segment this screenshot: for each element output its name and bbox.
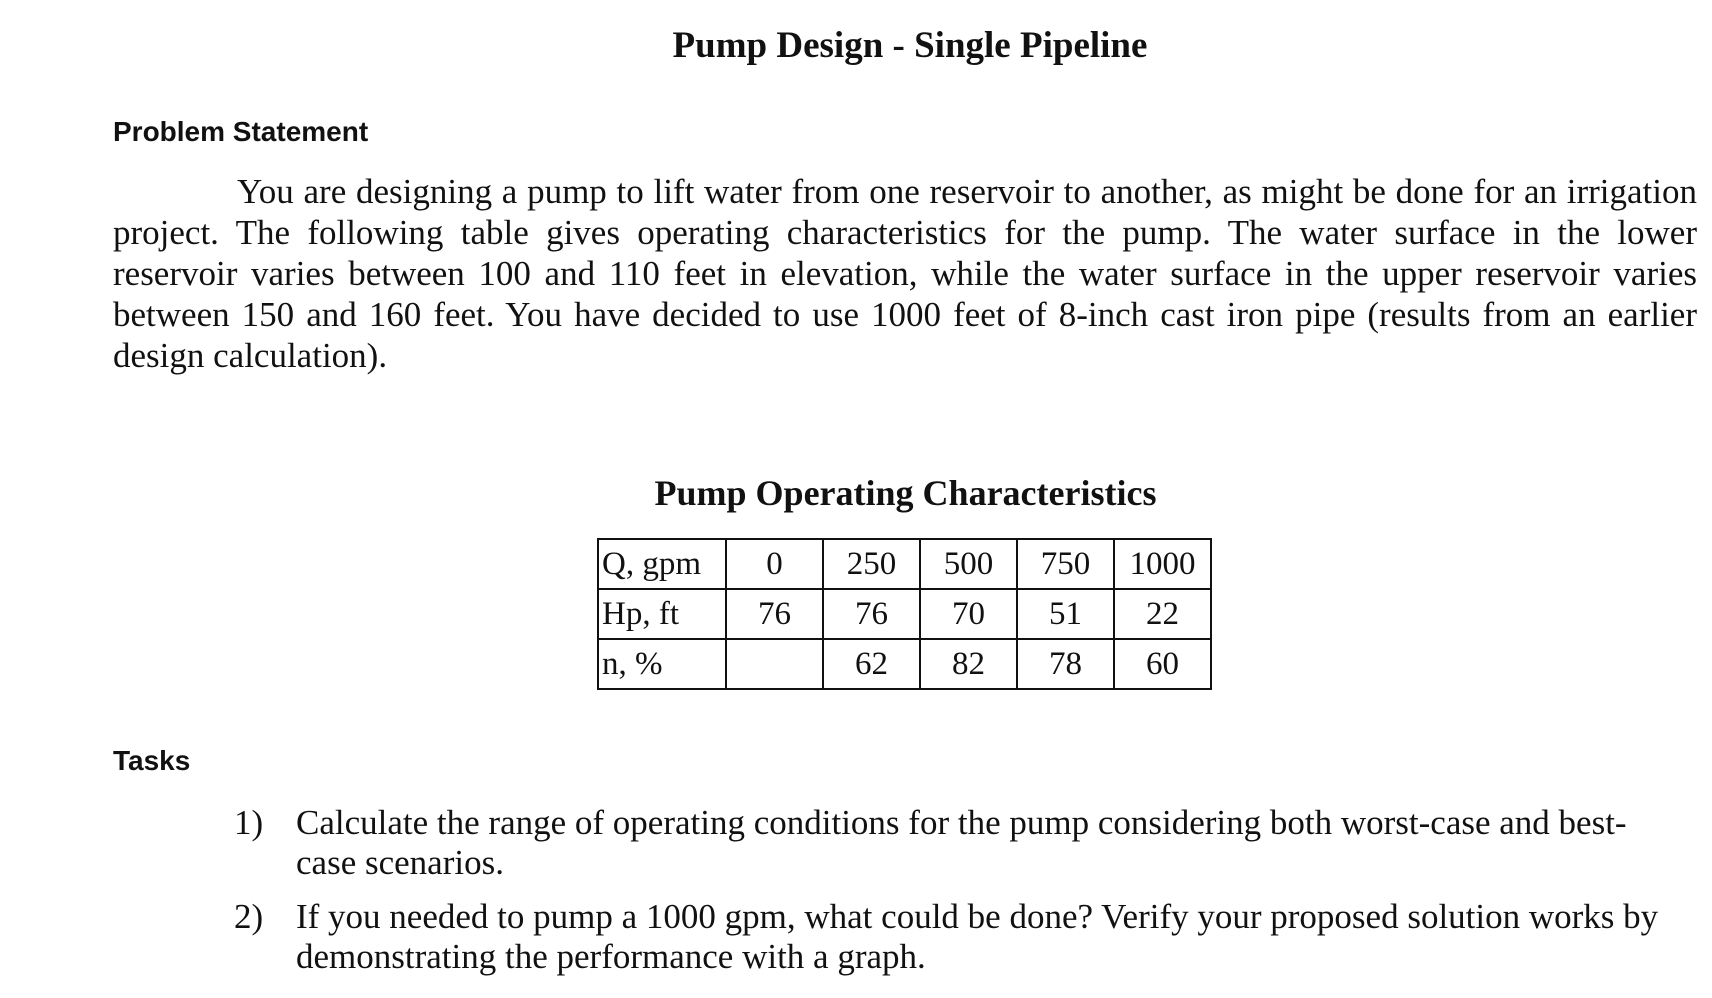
table-cell: 250 bbox=[823, 539, 920, 589]
task-number: 2) bbox=[234, 897, 264, 936]
table-cell: 78 bbox=[1017, 639, 1114, 689]
task-text: If you needed to pump a 1000 gpm, what could be done? Verify your proposed solution works by demonstrating the performance with a graph. bbox=[296, 897, 1659, 976]
page-title: Pump Design - Single Pipeline bbox=[672, 25, 1148, 66]
table-cell: 82 bbox=[920, 639, 1017, 689]
row-label: n, % bbox=[598, 639, 726, 689]
table-cell: 76 bbox=[726, 589, 823, 639]
table-cell: 76 bbox=[823, 589, 920, 639]
task-text: Calculate the range of operating conditions for the pump considering both worst-case and best-case scenarios. bbox=[296, 803, 1627, 882]
task-list bbox=[234, 803, 1674, 991]
table-cell: 22 bbox=[1114, 589, 1211, 639]
pump-characteristics-table bbox=[597, 538, 1212, 690]
table-cell: 62 bbox=[823, 639, 920, 689]
table-row-head bbox=[598, 589, 1211, 639]
table-cell bbox=[726, 639, 823, 689]
table-cell: 60 bbox=[1114, 639, 1211, 689]
table-cell: 750 bbox=[1017, 539, 1114, 589]
problem-statement-heading: Problem Statement bbox=[113, 116, 369, 147]
row-label: Hp, ft bbox=[598, 589, 726, 639]
tasks-heading: Tasks bbox=[113, 745, 191, 776]
task-item bbox=[234, 897, 1674, 977]
task-number: 1) bbox=[234, 803, 264, 842]
table-row-efficiency bbox=[598, 639, 1211, 689]
table-title: Pump Operating Characteristics bbox=[654, 473, 1157, 513]
table-row-flow bbox=[598, 539, 1211, 589]
table-cell: 500 bbox=[920, 539, 1017, 589]
table-cell: 1000 bbox=[1114, 539, 1211, 589]
row-label: Q, gpm bbox=[598, 539, 726, 589]
table-cell: 51 bbox=[1017, 589, 1114, 639]
problem-statement-text: You are designing a pump to lift water from one reservoir to another, as might be done for an irrigation project. The following table gives operating characteristics for the pump. The water surface in the lower reservoir varies between 100 and 110 feet in elevation, while the water surface in the upper reservoir varies between 150 and 160 feet. You have decided to use 1000 feet of 8-inch cast iron pipe (results from an earlier design calculation). bbox=[113, 172, 1697, 375]
task-item bbox=[234, 803, 1674, 883]
table-cell: 70 bbox=[920, 589, 1017, 639]
table-cell: 0 bbox=[726, 539, 823, 589]
